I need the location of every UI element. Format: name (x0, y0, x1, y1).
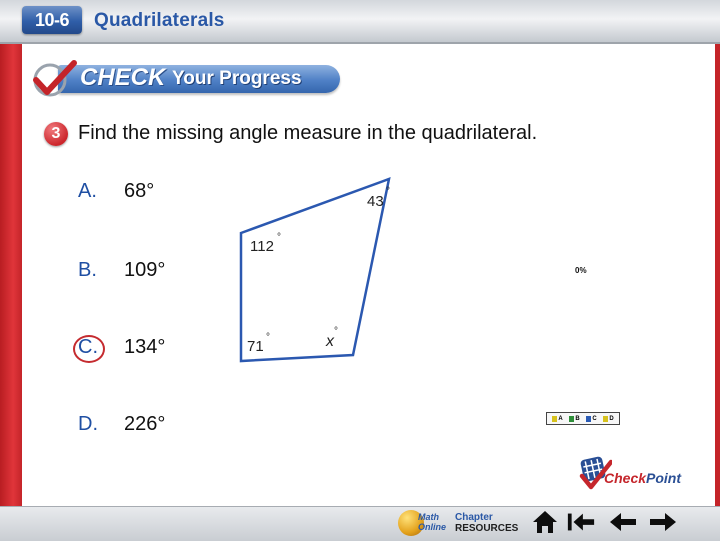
previous-slide-button[interactable] (608, 508, 638, 536)
degree-mark: ° (386, 186, 390, 197)
choice-b[interactable] (78, 256, 165, 284)
next-slide-icon (648, 510, 678, 534)
chapter-resources-link[interactable]: Chapter RESOURCES (455, 512, 519, 534)
degree-mark: ° (266, 332, 270, 343)
right-red-rail (715, 0, 720, 540)
choice-letter: A. (78, 180, 97, 202)
angle-label-bottom-right: x (326, 333, 334, 350)
left-red-rail (0, 0, 22, 540)
degree-mark: ° (334, 326, 338, 337)
angle-label-top-left: 112 (250, 238, 274, 255)
lesson-title: Quadrilaterals (94, 10, 225, 31)
first-slide-icon (566, 510, 596, 534)
first-slide-button[interactable] (566, 508, 596, 536)
choice-value: 109° (124, 259, 166, 281)
math-online-link[interactable]: Math Online (418, 512, 447, 532)
legend-item-d: D (603, 416, 613, 422)
banner-progress-text: Your Progress (172, 68, 302, 89)
banner-check-word: CHECK (80, 64, 166, 91)
question-number-badge: 3 (44, 122, 68, 146)
question-text: Find the missing angle measure in the quadrilateral. (78, 122, 538, 144)
degree-mark: ° (277, 232, 281, 243)
choice-letter: D. (78, 413, 98, 435)
choice-letter: C. (78, 333, 116, 361)
legend-item-a: A (552, 416, 562, 422)
check-your-progress-banner (30, 60, 342, 98)
choice-value: 134° (124, 336, 166, 358)
lesson-header (0, 0, 720, 44)
home-icon (531, 509, 559, 535)
legend-item-b: B (569, 416, 579, 422)
choice-value: 226° (124, 413, 166, 435)
previous-slide-icon (608, 510, 638, 534)
angle-label-top-right: 43 (367, 193, 384, 210)
response-percent-label: 0% (575, 266, 587, 275)
response-legend-bar (546, 412, 620, 425)
choice-d[interactable] (78, 410, 165, 438)
checkpoint-text: CheckPoint (604, 470, 682, 486)
angle-label-bottom-left: 71 (247, 338, 264, 355)
checkpoint-logo (578, 456, 690, 496)
quadrilateral-diagram (236, 176, 416, 372)
legend-item-c: C (586, 416, 596, 422)
choice-letter: B. (78, 259, 97, 281)
choice-c[interactable] (78, 333, 165, 361)
choice-a[interactable] (78, 177, 154, 205)
next-slide-button[interactable] (648, 508, 678, 536)
home-button[interactable] (530, 508, 560, 536)
choice-value: 68° (124, 180, 155, 202)
lesson-number-badge: 10-6 (22, 6, 82, 34)
